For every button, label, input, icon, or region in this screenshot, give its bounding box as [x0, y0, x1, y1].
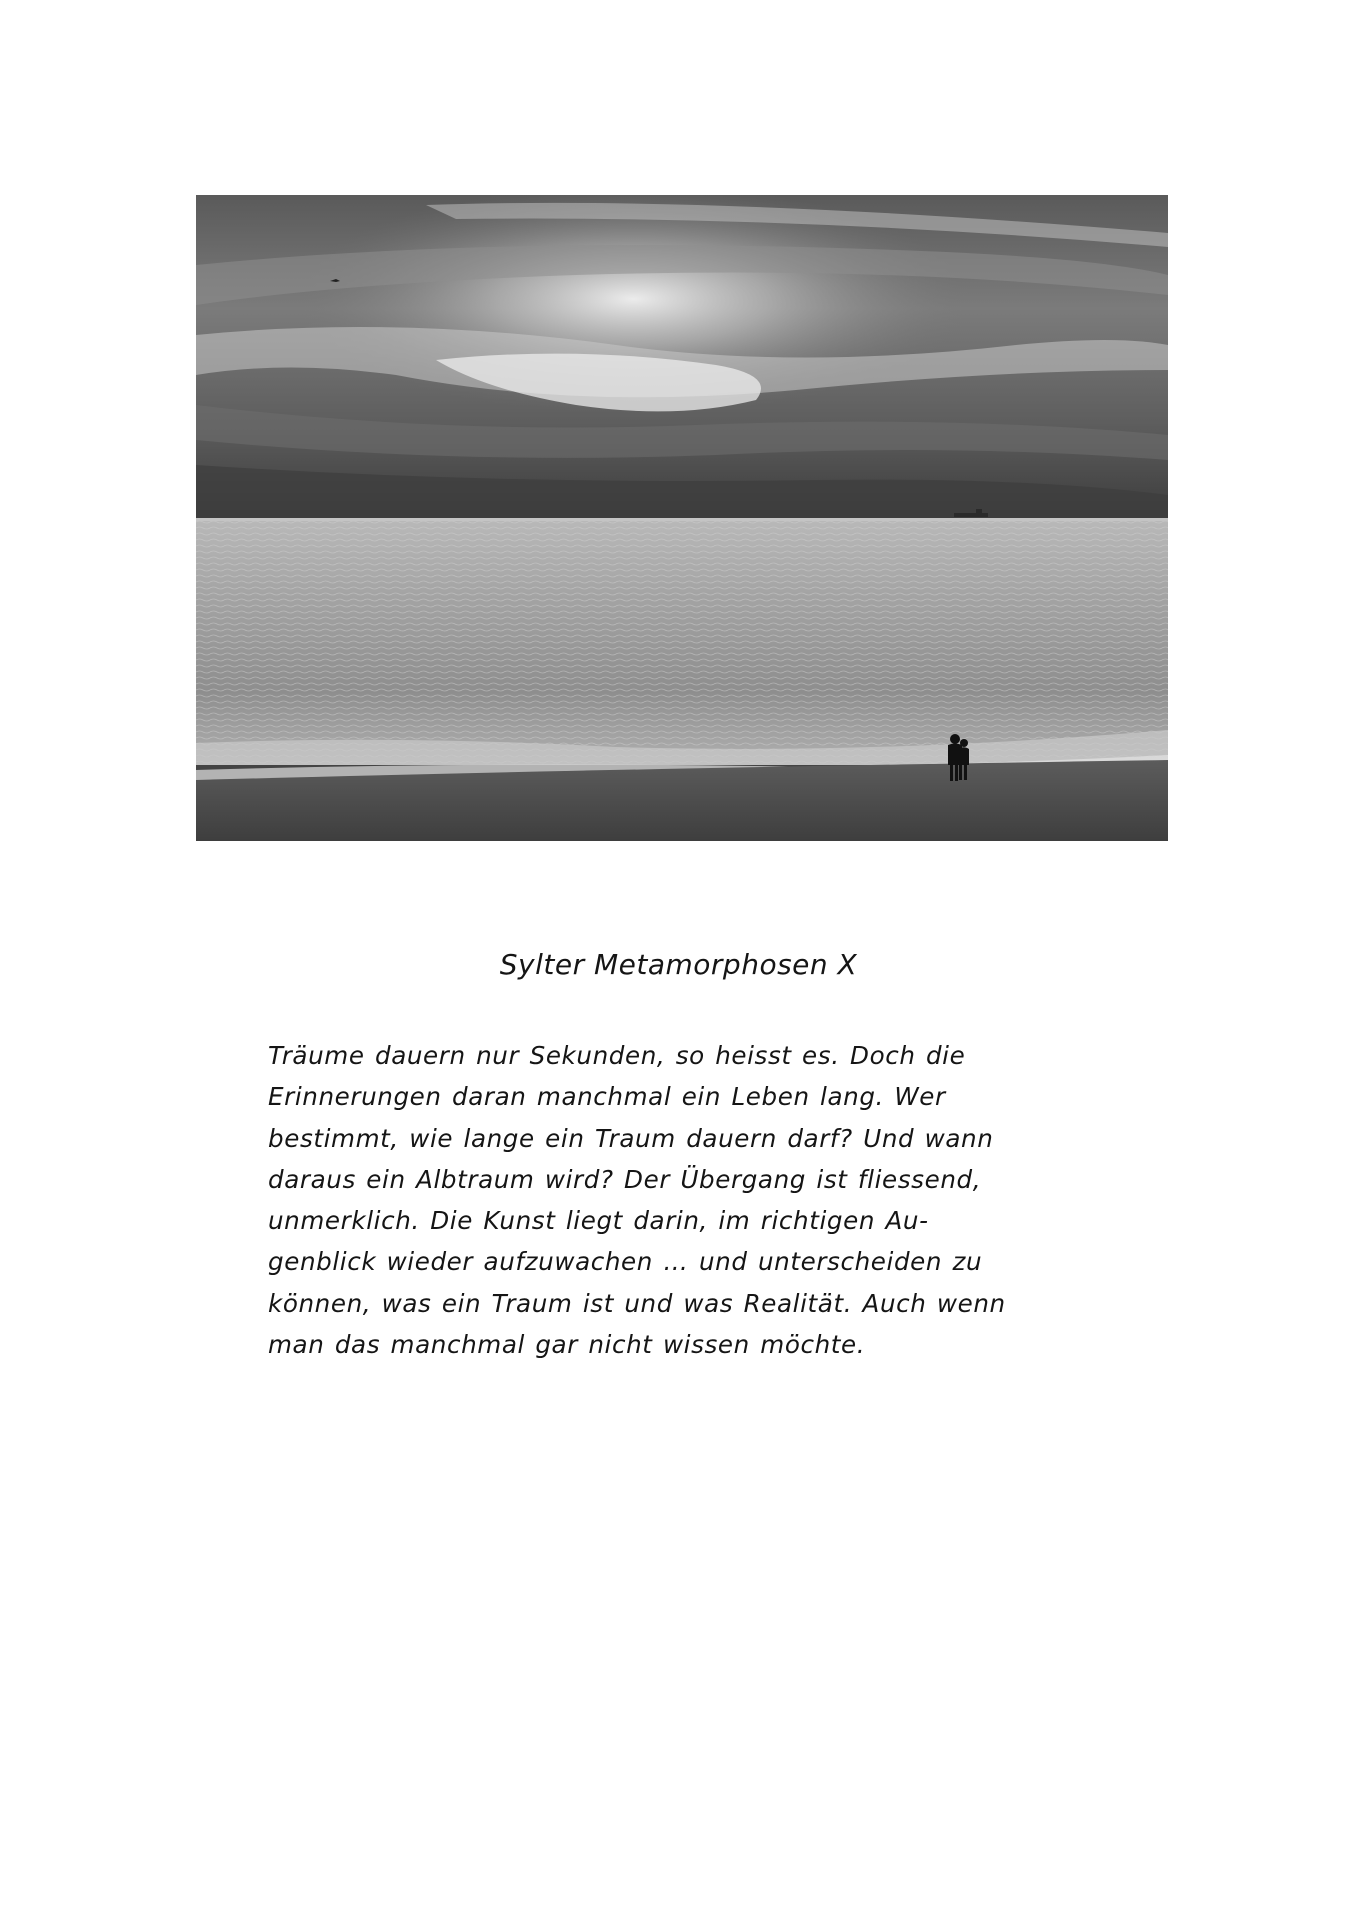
seascape-photo: [196, 195, 1168, 841]
paragraph-line: man das manchmal gar nicht wissen möchte.: [268, 1330, 866, 1360]
paragraph-line: unmerklich. Die Kunst liegt darin, im richtigen Au-: [268, 1206, 929, 1236]
paragraph-line: daraus ein Albtraum wird? Der Übergang ist fliessend,: [268, 1164, 982, 1194]
paragraph-line: Träume dauern nur Sekunden, so heisst es. Doch die: [268, 1041, 966, 1070]
paragraph-line: können, was ein Traum ist und was Realität. Auch wenn: [268, 1288, 1006, 1318]
paragraph-line: bestimmt, wie lange ein Traum dauern darf? Und wann: [268, 1123, 994, 1153]
seascape-image: [196, 195, 1168, 841]
paragraph-line: Erinnerungen daran manchmal ein Leben lang. Wer: [268, 1082, 946, 1112]
paragraph-line: genblick wieder aufzuwachen … und unterscheiden zu: [268, 1247, 983, 1277]
page-title: Sylter Metamorphosen X: [499, 948, 858, 981]
body-paragraph: [268, 1035, 1108, 1365]
